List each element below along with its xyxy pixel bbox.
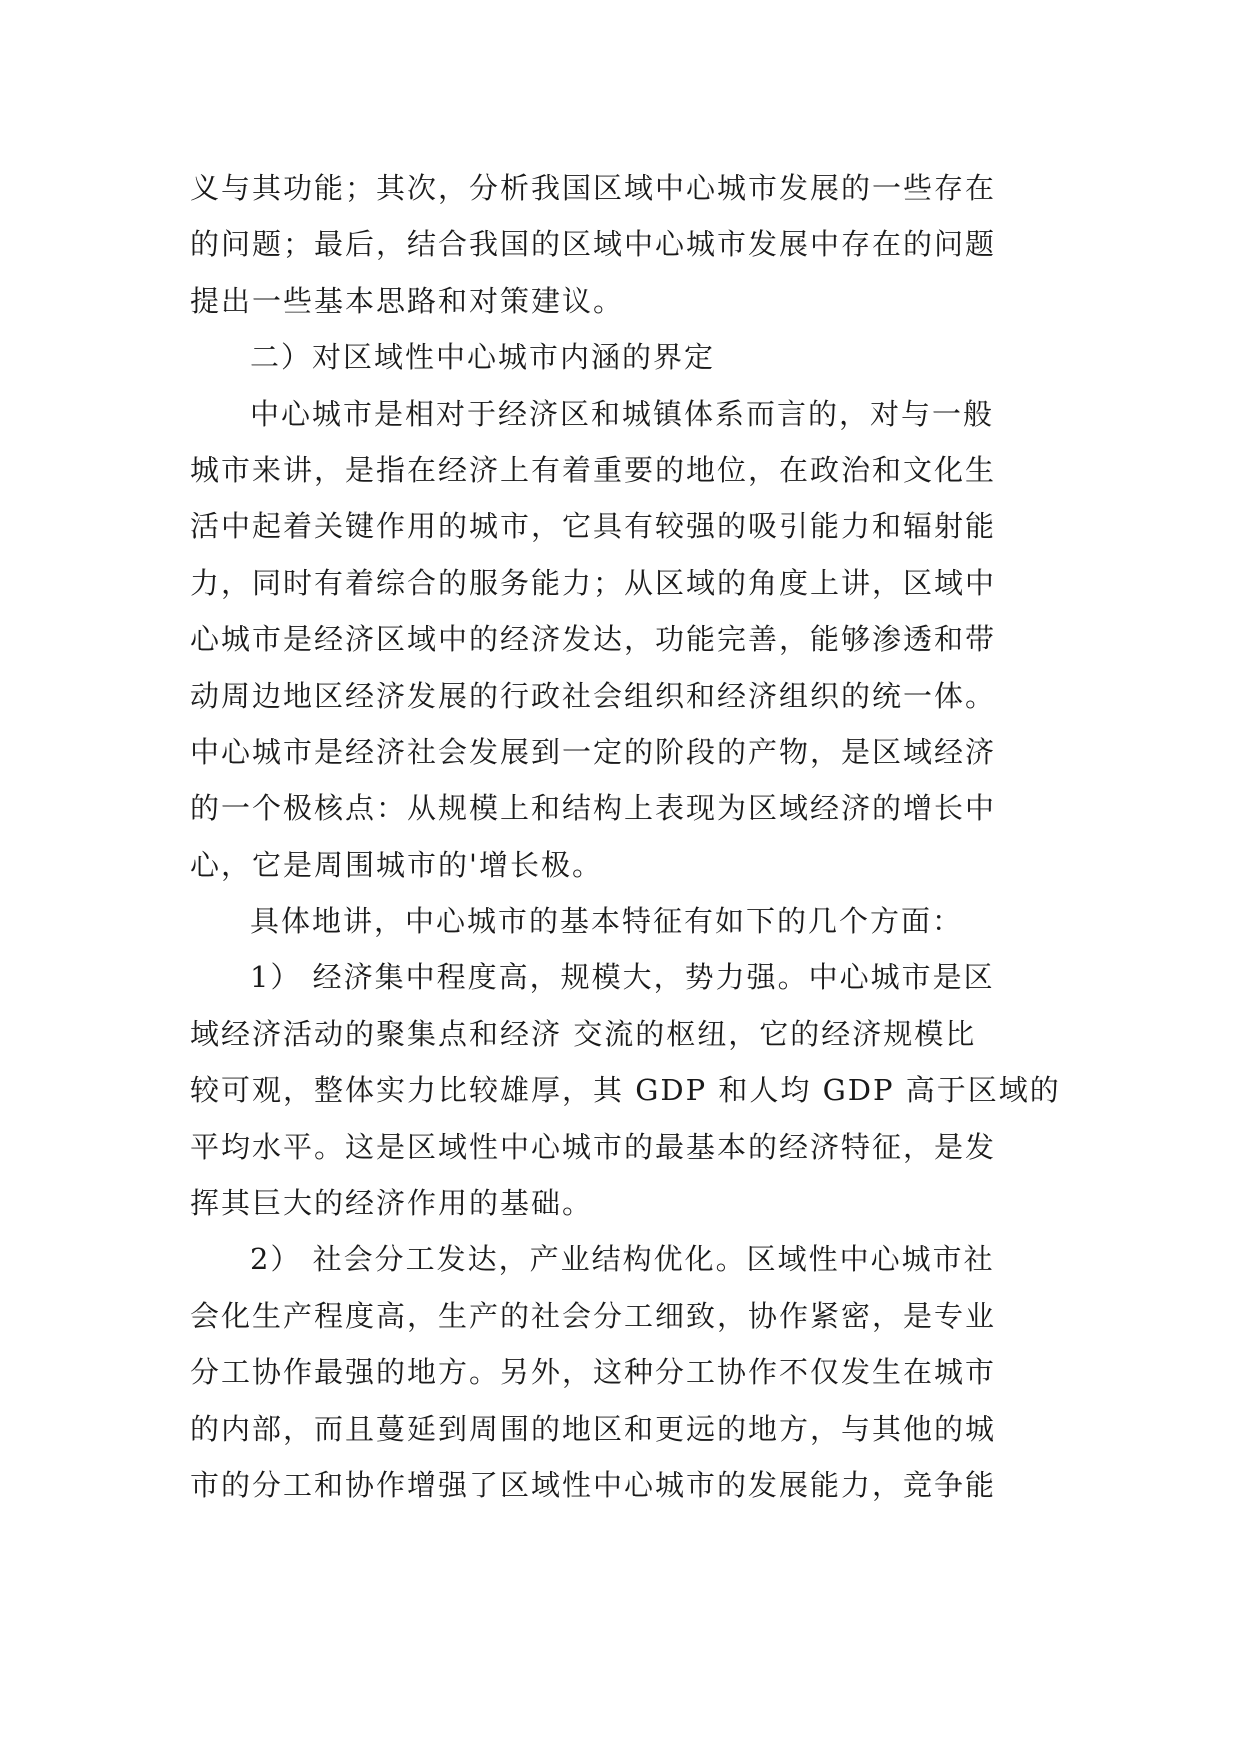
body-text	[190, 160, 1070, 1513]
text-line: 力，同时有着综合的服务能力；从区域的角度上讲，区域中	[190, 565, 997, 600]
text-line: 域经济活动的聚集点和经济 交流的枢纽，它的经济规模比	[190, 1016, 977, 1051]
section-heading: 二）对区域性中心城市内涵的界定	[250, 340, 716, 375]
text-line: 心城市是经济区域中的经济发达，功能完善，能够渗透和带	[190, 622, 997, 657]
text-line: 城市来讲，是指在经济上有着重要的地位，在政治和文化生	[190, 452, 997, 487]
text-line: 较可观，整体实力比较雄厚，其 GDP 和人均 GDP 高于区域的	[190, 1073, 1061, 1108]
text-line: 中心城市是经济社会发展到一定的阶段的产物，是区域经济	[190, 734, 997, 769]
list-item-2: 2） 社会分工发达，产业结构优化。区域性中心城市社	[250, 1242, 995, 1277]
text-line: 的问题；最后，结合我国的区域中心城市发展中存在的问题	[190, 227, 997, 262]
text-line: 义与其功能；其次，分析我国区域中心城市发展的一些存在	[190, 171, 997, 205]
text-line: 分工协作最强的地方。另外，这种分工协作不仅发生在城市	[190, 1355, 997, 1390]
text-line: 具体地讲，中心城市的基本特征有如下的几个方面：	[250, 904, 964, 939]
text-line: 活中起着关键作用的城市，它具有较强的吸引能力和辐射能	[190, 509, 997, 544]
text-line: 市的分工和协作增强了区域性中心城市的发展能力，竞争能	[190, 1467, 997, 1502]
list-item-1: 1） 经济集中程度高，规模大，势力强。中心城市是区	[250, 960, 995, 995]
text-line: 心，它是周围城市的'增长极。	[190, 847, 603, 882]
text-line: 提出一些基本思路和对策建议。	[190, 283, 625, 318]
text-line: 挥其巨大的经济作用的基础。	[190, 1186, 594, 1221]
text-line: 平均水平。这是区域性中心城市的最基本的经济特征，是发	[190, 1129, 997, 1164]
text-line: 中心城市是相对于经济区和城镇体系而言的，对与一般	[250, 396, 995, 431]
text-line: 会化生产程度高，生产的社会分工细致，协作紧密，是专业	[190, 1298, 997, 1333]
text-line: 动周边地区经济发展的行政社会组织和经济组织的统一体。	[190, 678, 997, 713]
text-line: 的内部，而且蔓延到周围的地区和更远的地方，与其他的城	[190, 1411, 997, 1446]
text-line: 的一个极核点：从规模上和结构上表现为区域经济的增长中	[190, 791, 997, 826]
